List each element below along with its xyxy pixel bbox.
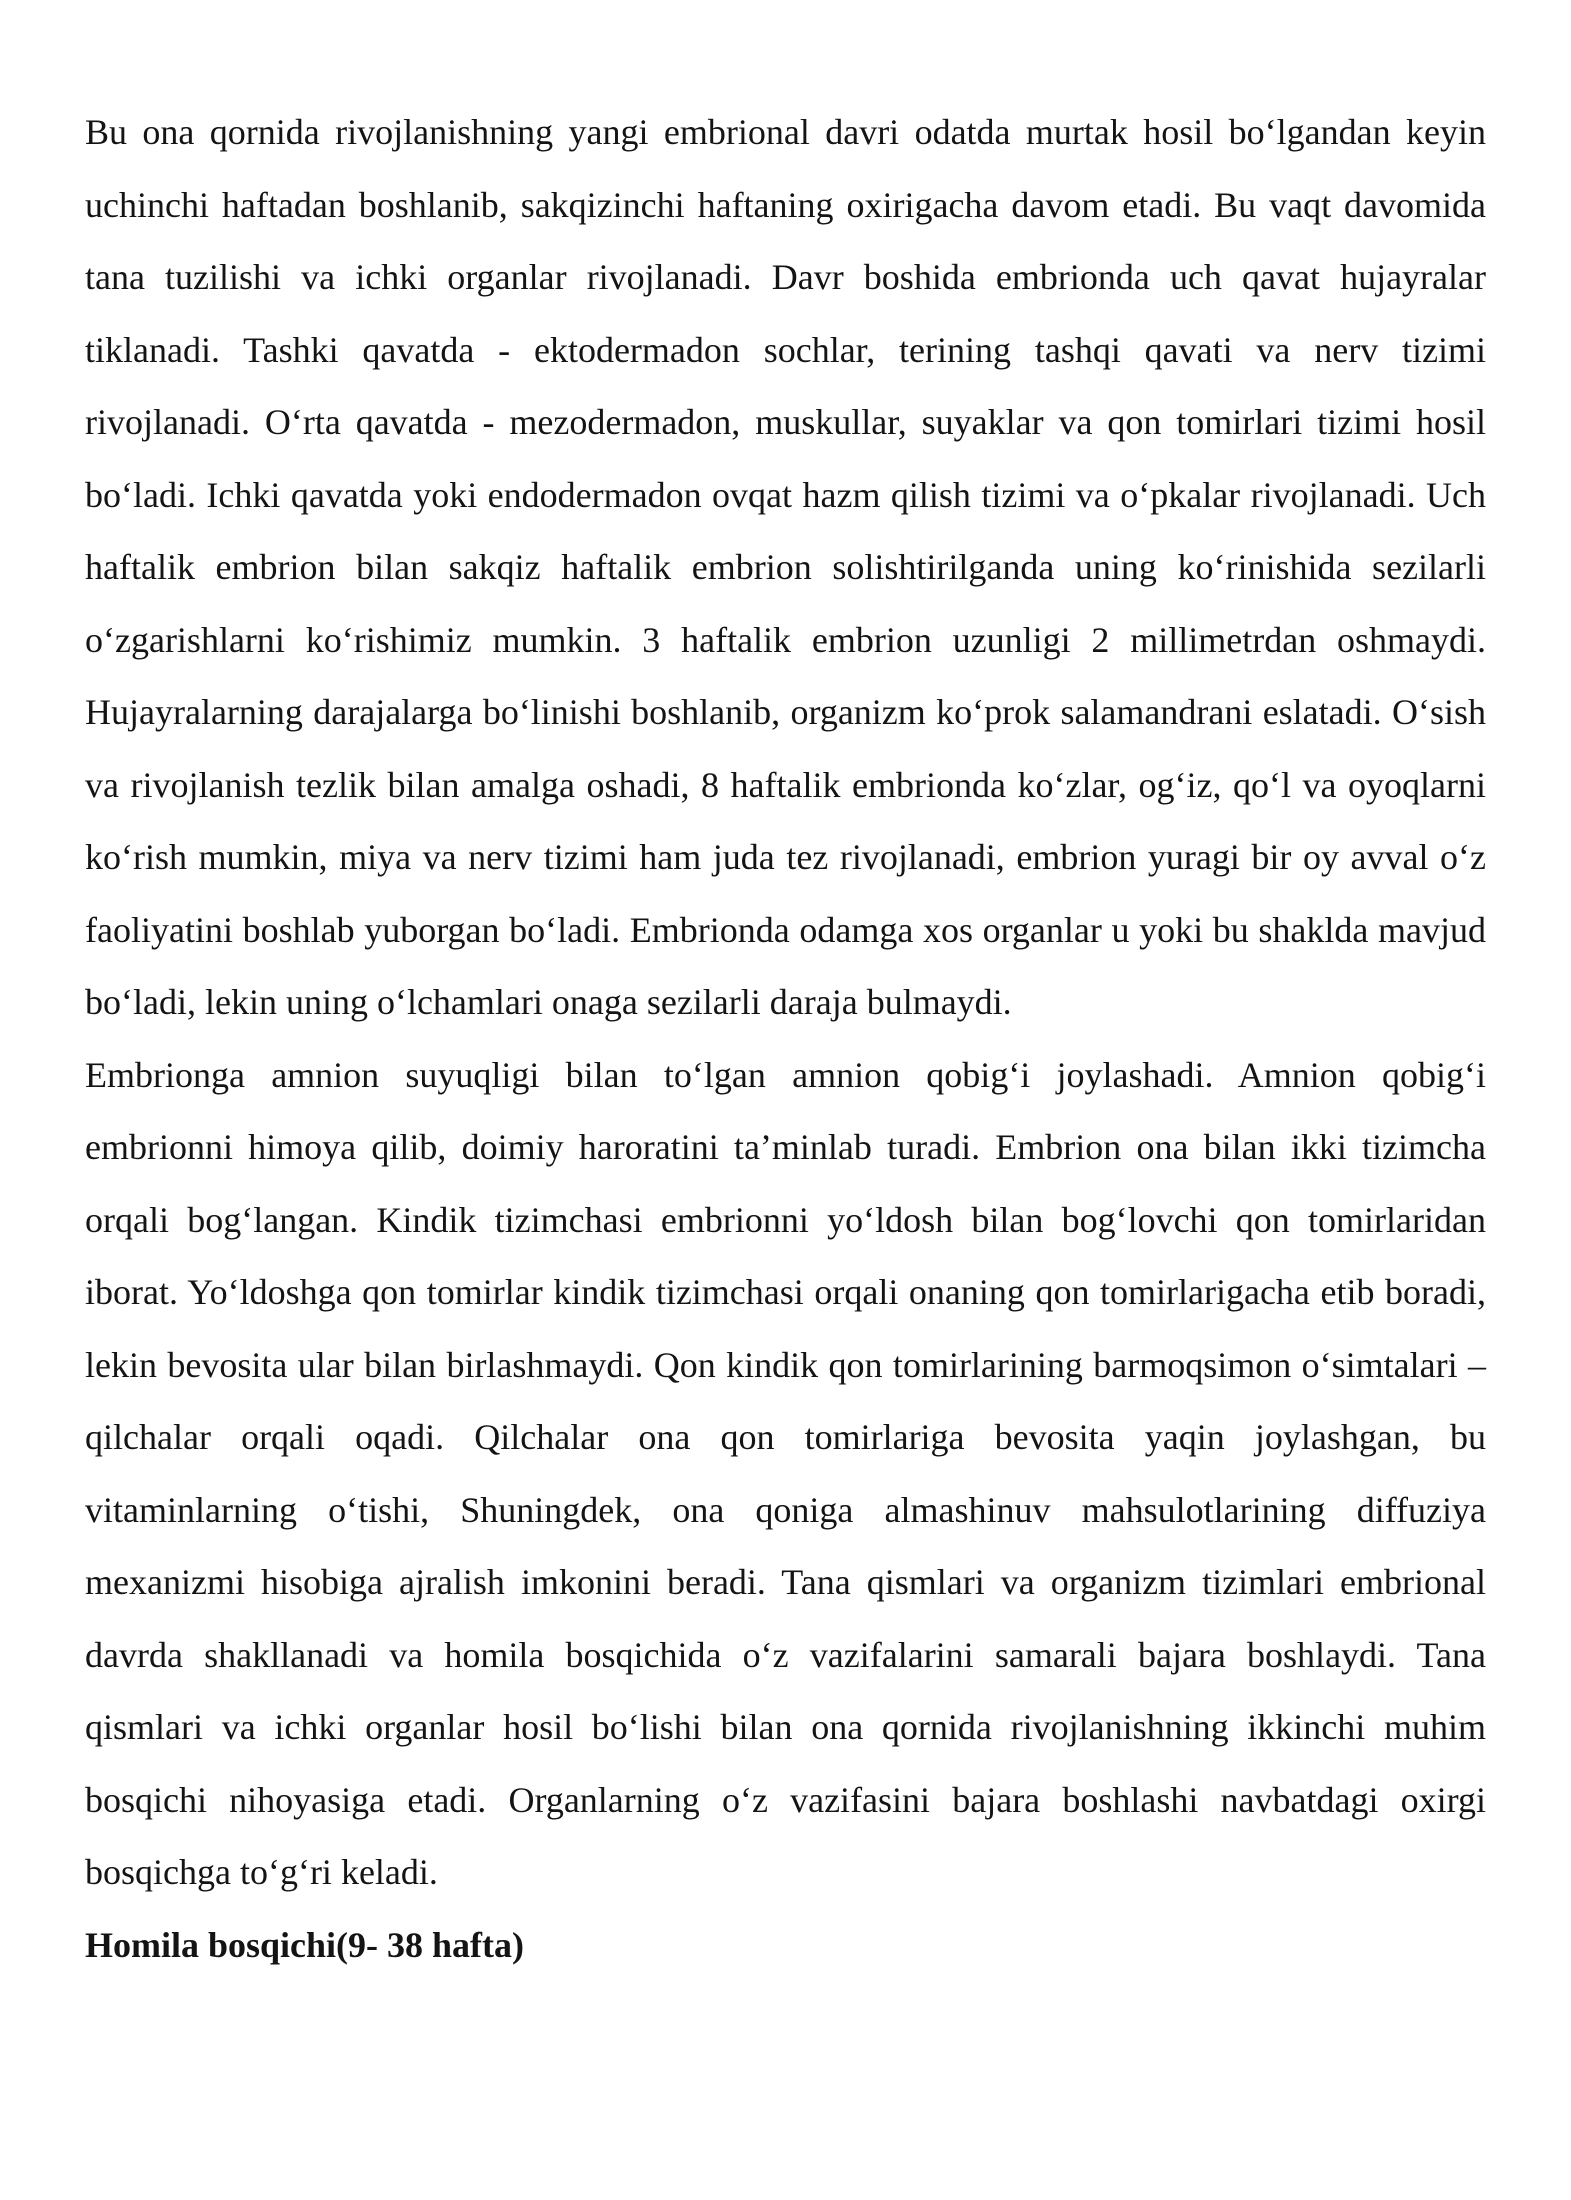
document-page <box>85 96 1486 1981</box>
paragraph-embryonic-period: Bu ona qornida rivojlanishning yangi embrional davri odatda murtak hosil bo‘lgandan keyin uchinchi haftadan boshlanib, sakqizinchi haftaning oxirigacha davom etadi. Bu vaqt davomida tana tuzilishi va ichki organlar rivojlanadi. Davr boshida embrionda uch qavat hujayralar tiklanadi. Tashki qavatda - ektodermadon sochlar, terining tashqi qavati va nerv tizimi rivojlanadi. O‘rta qavatda - mezodermadon, muskullar, suyaklar va qon tomirlari tizimi hosil bo‘ladi. Ichki qavatda yoki endodermadon ovqat hazm qilish tizimi va o‘pkalar rivojlanadi. Uch haftalik embrion bilan sakqiz haftalik embrion solishtirilganda uning ko‘rinishida sezilarli o‘zgarishlarni ko‘rishimiz mumkin. 3 haftalik embrion uzunligi 2 millimetrdan oshmaydi. Hujayralarning darajalarga bo‘linishi boshlanib, organizm ko‘prok salamandrani eslatadi. O‘sish va rivojlanish tezlik bilan amalga oshadi, 8 haftalik embrionda ko‘zlar, og‘iz, qo‘l va oyoqlarni ko‘rish mumkin, miya va nerv tizimi ham juda tez rivojlanadi, embrion yuragi bir oy avval o‘z faoliyatini boshlab yuborgan bo‘ladi. Embrionda odamga xos organlar u yoki bu shaklda mavjud bo‘ladi, lekin uning o‘lchamlari onaga sezilarli daraja bulmaydi. <box>85 112 1486 1022</box>
paragraph-amnion: Embrionga amnion suyuqligi bilan to‘lgan amnion qobig‘i joylashadi. Amnion qobig‘i embrionni himoya qilib, doimiy haroratini ta’minlab turadi. Embrion ona bilan ikki tizimcha orqali bog‘langan. Kindik tizimchasi embrionni yo‘ldosh bilan bog‘lovchi qon tomirlaridan iborat. Yo‘ldoshga qon tomirlar kindik tizimchasi orqali onaning qon tomirlarigacha etib boradi, lekin bevosita ular bilan birlashmaydi. Qon kindik qon tomirlarining barmoqsimon o‘simtalari –qilchalar orqali oqadi. Qilchalar ona qon tomirlariga bevosita yaqin joylashgan, bu vitaminlarning o‘tishi, Shuningdek, ona qoniga almashinuv mahsulotlarining diffuziya mexanizmi hisobiga ajralish imkonini beradi. Tana qismlari va organizm tizimlari embrional davrda shakllanadi va homila bosqichida o‘z vazifalarini samarali bajara boshlaydi. Tana qismlari va ichki organlar hosil bo‘lishi bilan ona qornida rivojlanishning ikkinchi muhim bosqichi nihoyasiga etadi. Organlarning o‘z vazifasini bajara boshlashi navbatdagi oxirgi bosqichga to‘g‘ri keladi. <box>85 1054 1486 1892</box>
section-heading: Homila bosqichi(9- 38 hafta) <box>85 1924 525 1965</box>
